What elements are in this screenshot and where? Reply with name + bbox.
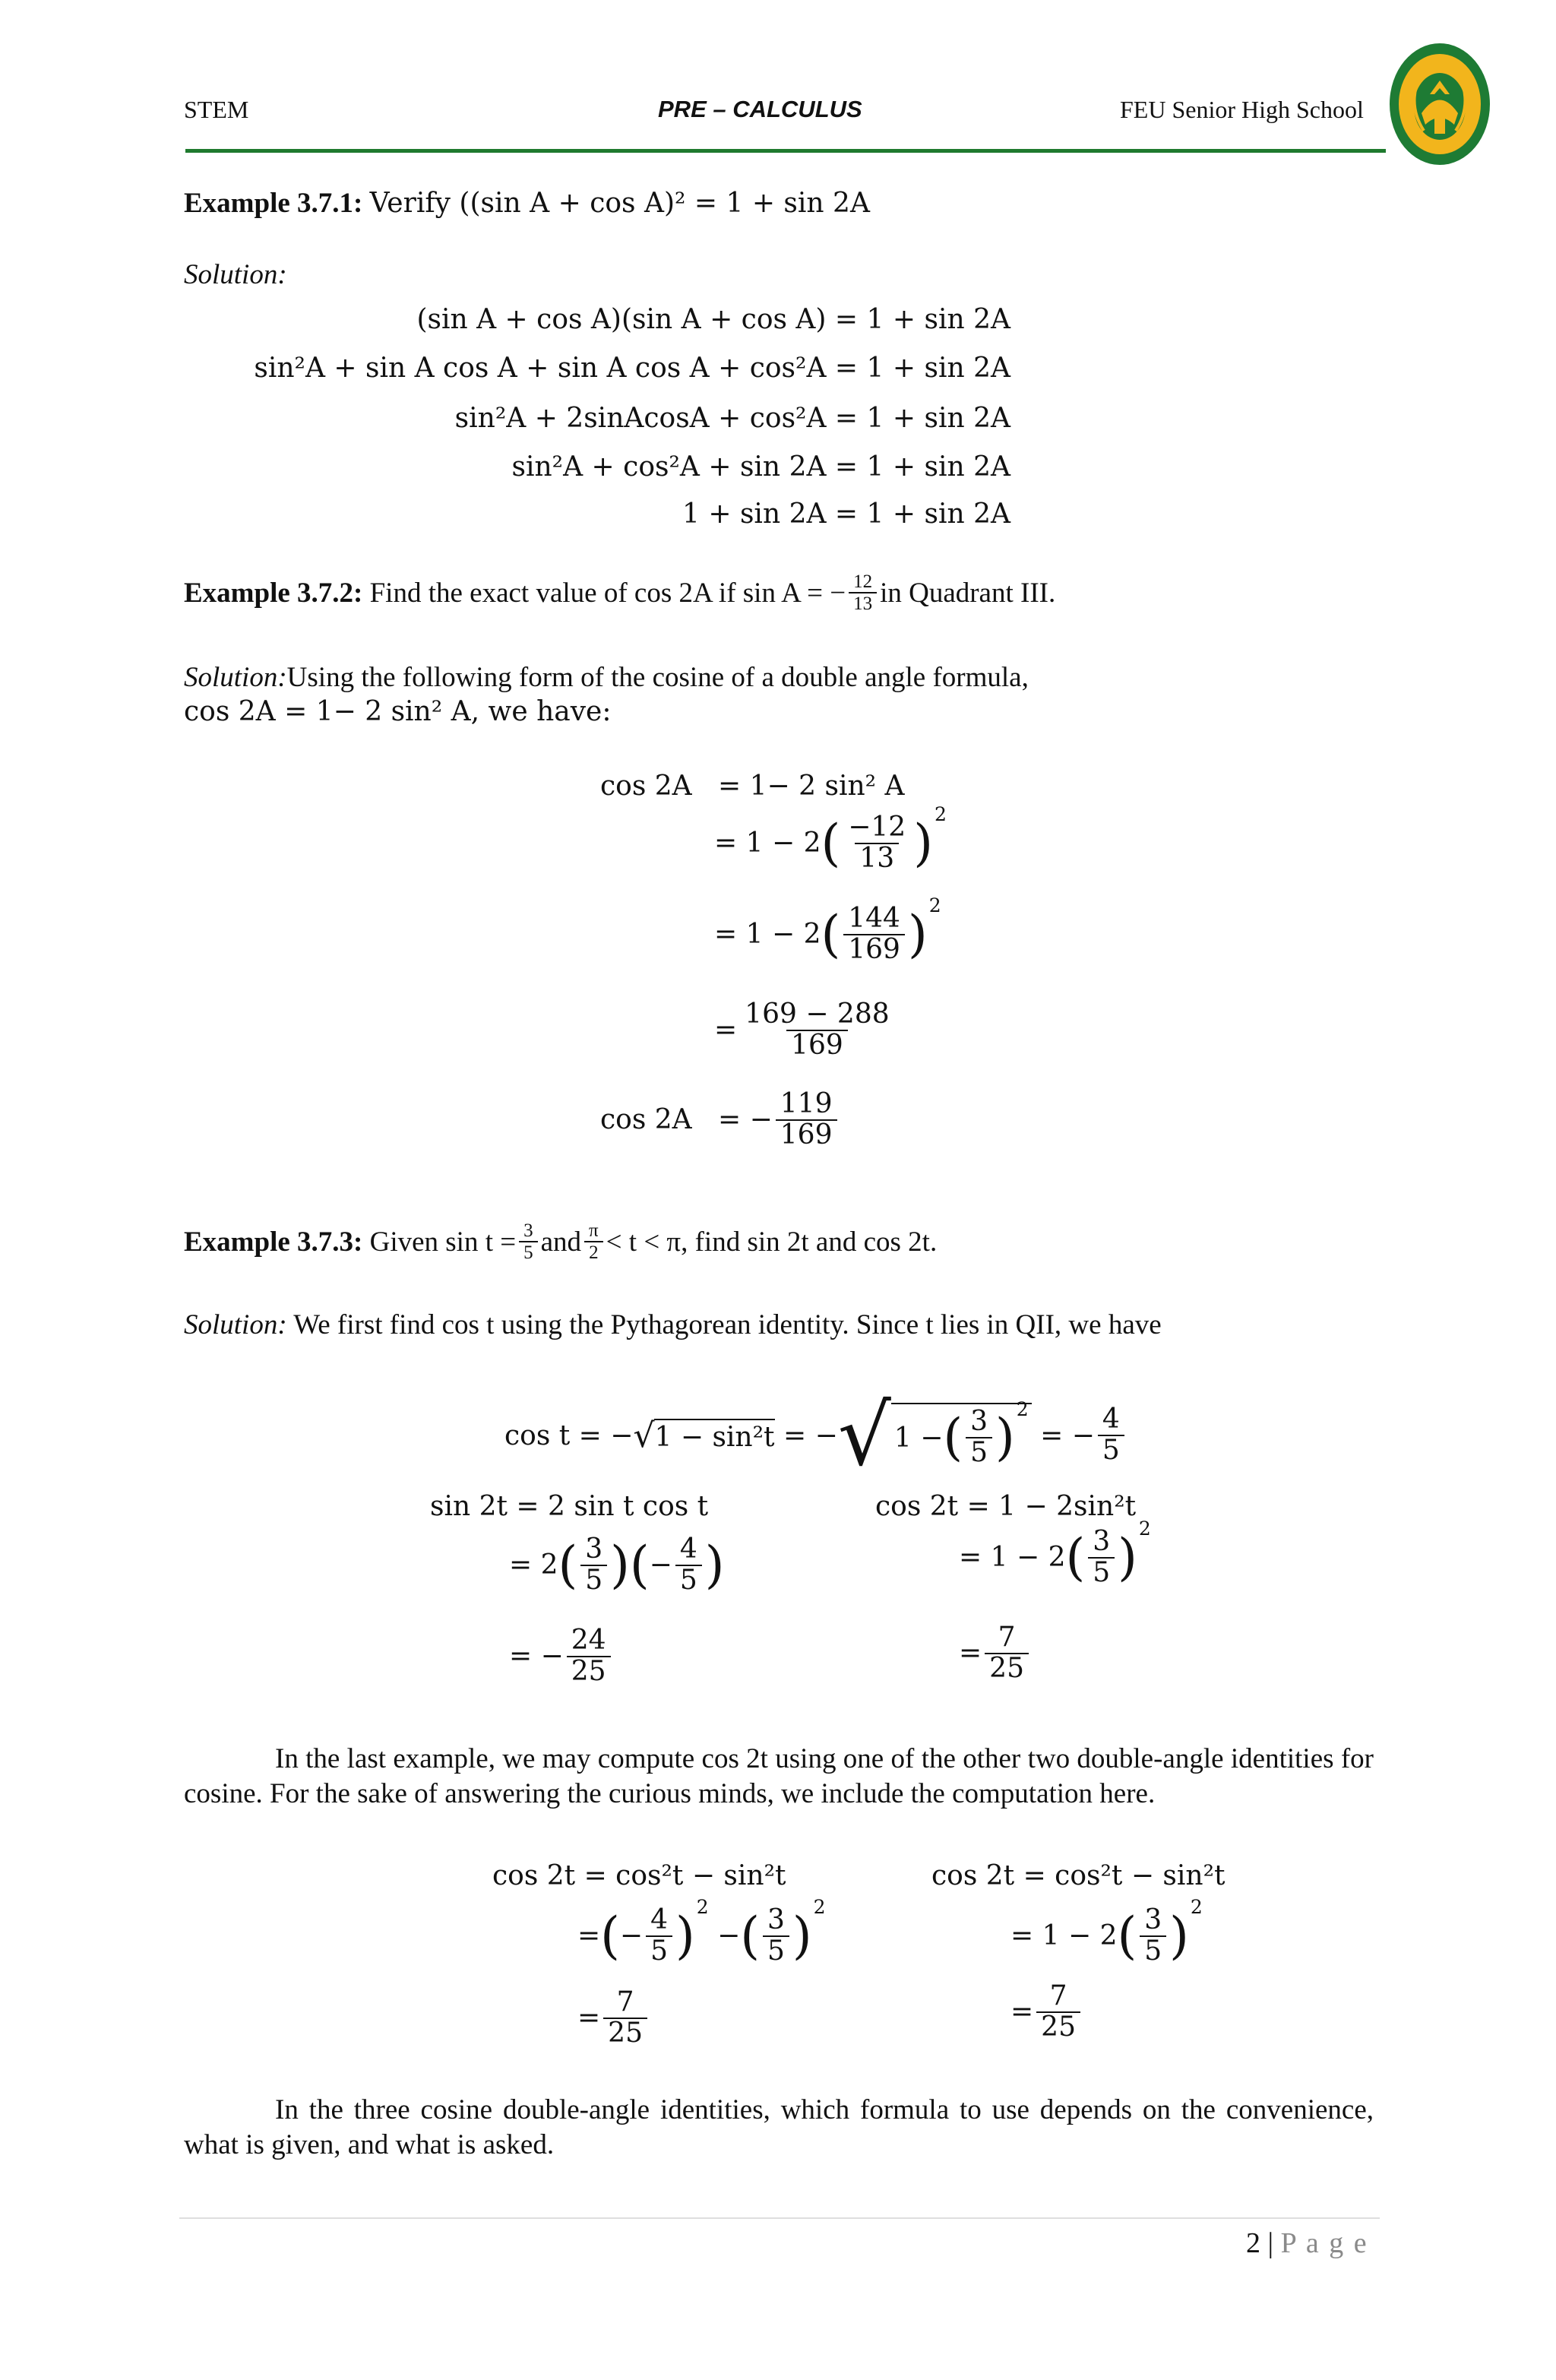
ex3-cost-eq: = − (783, 1419, 838, 1451)
ex3-sin2t-f2-num: 4 (679, 1533, 697, 1565)
ex3-given: Given sin t = (369, 1226, 517, 1258)
ex2-f3-den: 169 (786, 1030, 848, 1061)
ex3-solution-label: Solution: (184, 1309, 287, 1340)
ex2-f4-num: 119 (780, 1088, 833, 1119)
header-rule (185, 149, 1386, 153)
ex1-text: Verify ((sin A + cos A)² = 1 + sin 2A (369, 188, 870, 219)
ex3-cost-res-den: 5 (1098, 1435, 1124, 1466)
ex1-line-5: 1 + sin 2A = 1 + sin 2A (682, 498, 1010, 530)
ex2-f3-num: 169 − 288 (745, 999, 890, 1030)
header-center: PRE – CALCULUS (658, 96, 862, 122)
alt-right-f-den: 5 (1140, 1935, 1166, 1967)
ex1-line-4: sin²A + cos²A + sin 2A = 1 + sin 2A (511, 451, 1010, 483)
ex3-cost-lhs: cos t = − (504, 1419, 634, 1451)
alt-right-res-num: 7 (1049, 1980, 1067, 2011)
ex3-sin2t-l2: = 2 ( $\frac{3}{5}$ ) ( − $\frac{4}{5}$ ) (509, 1533, 725, 1596)
ex2-frac-num: 12 (853, 571, 873, 592)
ex2-f1-num: −12 (848, 812, 906, 843)
page-sep: | (1267, 2227, 1274, 2259)
alt-right-f-num: 3 (1144, 1904, 1162, 1935)
ex3-cos2t-l2: = 1 − 2 ( $\frac{3}{5}$ ) 2 (959, 1518, 1151, 1588)
ex2-f2-num: 144 (848, 903, 900, 934)
ex2-step-5: cos 2A = − $\frac{119}{169}$ (600, 1090, 840, 1150)
ex2-solution-text: Using the following form of the cosine of a double angle formula, (286, 662, 1029, 693)
ex3-cos2t-l2pre: = 1 − 2 (959, 1542, 1066, 1574)
ex2-step-2: = 1 − 2 ( $\frac{-12}{13}$ ) 2 (714, 803, 947, 874)
ex3-cost-f-num: 3 (970, 1406, 988, 1438)
ex3-sin2t-res-num: 24 (571, 1625, 606, 1656)
alt-right-res-den: 25 (1036, 2011, 1080, 2043)
alt-left-f1-num: 4 (650, 1904, 668, 1935)
ex3-fsin-num: 3 (523, 1220, 533, 1241)
ex2-label: Example 3.7.2: (184, 577, 363, 609)
ex2-solution-label: Solution: (184, 662, 287, 693)
ex3-solution-text: We first find cos t using the Pythagorean identity. Since t lies in QII, we have (293, 1309, 1162, 1340)
ex1-line-1: (sin A + cos A)(sin A + cos A) = 1 + sin 2A (416, 304, 1010, 335)
ex1-label: Example 3.7.1: (184, 188, 363, 219)
ex1-line-2: sin²A + sin A cos A + sin A cos A + cos²A = 1 + sin 2A (254, 353, 1010, 384)
alt-left-l1: cos 2t = cos²t − sin²t (492, 1860, 786, 1891)
ex2-f2-den: 169 (843, 934, 905, 965)
ex2-lhs-2: cos 2A (600, 1104, 692, 1136)
ex2-formula-line: cos 2A = 1− 2 sin² A, we have: (184, 696, 612, 727)
ex2-statement (184, 571, 1055, 614)
paragraph-1: In the last example, we may compute cos 2t using one of the other two double-angle identities for cosine. For the sake of answering the curious minds, we include the computation here. (184, 1743, 1374, 1809)
ex3-and: and (540, 1226, 582, 1258)
ex3-fsin-den: 5 (519, 1241, 538, 1263)
ex3-cost-root1: 1 − sin²t (654, 1419, 774, 1453)
ex1-line-3: sin²A + 2sinAcosA + cos²A = 1 + sin 2A (454, 403, 1010, 434)
ex3-fpi-num: π (589, 1220, 599, 1241)
ex3-sin2t-f1-den: 5 (580, 1565, 607, 1596)
ex3-cos2t-res-num: 7 (998, 1622, 1016, 1653)
alt-right-l2: = 1 − 2 ( $\frac{3}{5}$ ) 2 (1010, 1896, 1203, 1967)
ex3-cos2t-l3: = $\frac{7}{25}$ (959, 1623, 1032, 1684)
ex3-cost-rootpre: 1 − (893, 1422, 944, 1454)
alt-right-l3: = $\frac{7}{25}$ (1010, 1982, 1083, 2043)
ex3-cos-t-line: cos t = − √ 1 − sin²t = − √ 1 − ( $\frac{3}{5}$ ) 2 = − $\frac{4}{5}$ (504, 1394, 1127, 1477)
ex2-line1-rhs: = 1− 2 sin² A (718, 771, 905, 802)
ex3-cost-f-den: 5 (966, 1437, 992, 1468)
ex2-lhs-1: cos 2A (600, 771, 692, 802)
ex3-cond: < t < π, find sin 2t and cos 2t. (606, 1226, 938, 1258)
ex3-sin2t-f1-num: 3 (585, 1533, 603, 1565)
alt-left-f1-den: 5 (646, 1935, 672, 1967)
alt-right-l2pre: = 1 − 2 (1010, 1920, 1118, 1952)
alt-left-f2-den: 5 (763, 1935, 789, 1967)
page-footer (1246, 2227, 1368, 2260)
ex2-step-4: = $\frac{169 - 288}{169}$ (714, 1000, 897, 1061)
paragraph-2: In the three cosine double-angle identities, which formula to use depends on the convenience, what is given, and what is asked. (184, 2094, 1374, 2160)
alt-left-l3: = $\frac{7}{25}$ (577, 1988, 650, 2049)
feu-logo-icon (1387, 41, 1492, 167)
ex1-solution-label: Solution: (184, 259, 287, 290)
alt-left-f2-num: 3 (767, 1904, 785, 1935)
page-number: 2 (1246, 2227, 1260, 2259)
ex3-cos2t-res-den: 25 (985, 1653, 1029, 1684)
ex2-text-after: in Quadrant III. (880, 577, 1056, 609)
alt-right-l1: cos 2t = cos²t − sin²t (931, 1860, 1226, 1891)
alt-left-res-num: 7 (616, 1986, 634, 2018)
ex3-statement (184, 1220, 937, 1263)
ex3-sin2t-res-den: 25 (567, 1656, 611, 1687)
header-left: STEM (184, 96, 249, 123)
ex3-sin2t-l1: sin 2t = 2 sin t cos t (430, 1491, 709, 1522)
ex2-f1-den: 13 (855, 843, 899, 874)
header-right: FEU Senior High School (1120, 96, 1364, 123)
page-word: P a g e (1280, 2227, 1368, 2259)
ex3-label: Example 3.7.3: (184, 1226, 363, 1258)
alt-left-res-den: 25 (603, 2018, 647, 2049)
ex2-text-before: Find the exact value of cos 2A if sin A = − (369, 577, 846, 609)
ex3-sin2t-f2-den: 5 (675, 1565, 702, 1596)
ex3-sin2t-l3: = − $\frac{24}{25}$ (509, 1626, 614, 1687)
ex3-sin2t-l2pre: = 2 (509, 1549, 558, 1581)
ex3-cos2t-l1: cos 2t = 1 − 2sin²t (875, 1491, 1137, 1522)
ex2-frac-den: 13 (849, 592, 877, 614)
footer-rule (179, 2217, 1380, 2219)
alt-left-l2: = ( − $\frac{4}{5}$ ) 2 − ( $\frac{3}{5}$ ) 2 (577, 1896, 826, 1967)
ex3-cost-res-num: 4 (1102, 1404, 1120, 1435)
ex3-cos2t-f-num: 3 (1093, 1526, 1111, 1557)
ex2-f4-den: 169 (776, 1119, 837, 1150)
ex3-cos2t-f-den: 5 (1088, 1557, 1115, 1588)
ex3-fpi-den: 2 (584, 1241, 603, 1263)
ex2-step-3: = 1 − 2 ( $\frac{144}{169}$ ) 2 (714, 894, 941, 965)
